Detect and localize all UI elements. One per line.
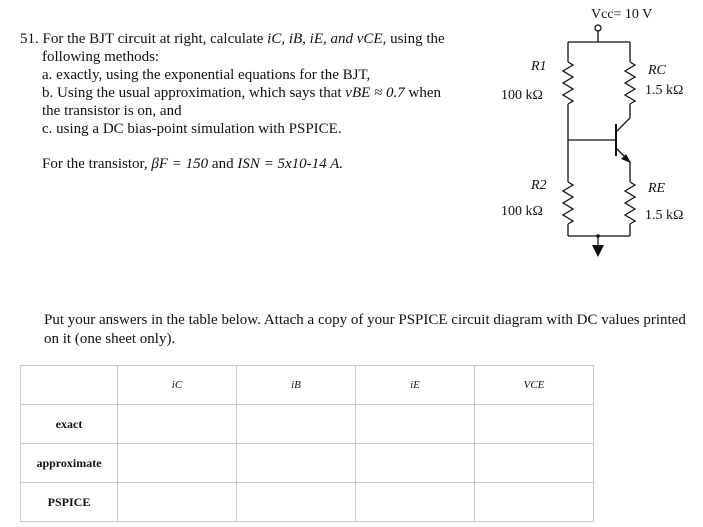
ground-icon (592, 245, 604, 257)
method-b-text: b. Using the usual approximation, which says that (42, 85, 346, 101)
transistor-intro: For the transistor, (42, 156, 152, 172)
method-c: c. using a DC bias-point simulation with PSPICE. (42, 121, 342, 137)
answer-cell[interactable] (237, 444, 356, 483)
problem-intro-end: , using the (382, 31, 445, 47)
row-label-pspice: PSPICE (21, 483, 118, 522)
rc-resistor (625, 62, 635, 104)
row-label-approximate: approximate (21, 444, 118, 483)
method-b-end: when (404, 85, 442, 101)
table-row (21, 405, 594, 444)
problem-line-2: following methods: (42, 49, 160, 65)
table-row (21, 483, 594, 522)
answer-cell[interactable] (356, 444, 475, 483)
beta-value: βF = 150 (151, 156, 209, 172)
answer-cell[interactable] (118, 405, 237, 444)
table-header-ib: iB (237, 366, 356, 405)
answer-cell[interactable] (118, 444, 237, 483)
transistor-and: and (208, 156, 238, 172)
re-resistor (625, 182, 635, 224)
r1-value: 100 kΩ (501, 88, 543, 103)
rc-name: RC (648, 63, 666, 78)
method-b (20, 84, 490, 102)
answer-cell[interactable] (356, 405, 475, 444)
answer-table (20, 365, 594, 522)
bjt-circuit-diagram (495, 0, 703, 270)
vcc-label: Vcc= 10 V (591, 7, 653, 22)
answer-cell[interactable] (356, 483, 475, 522)
method-a: a. exactly, using the exponential equations for the BJT, (42, 67, 371, 83)
r1-name: R1 (531, 59, 547, 74)
isn-value: ISN = 5x10-14 A. (237, 156, 343, 172)
r2-value: 100 kΩ (501, 204, 543, 219)
answer-cell[interactable] (118, 483, 237, 522)
answer-cell[interactable] (475, 444, 594, 483)
problem-intro: For the BJT circuit at right, calculate (42, 31, 268, 47)
re-name: RE (648, 181, 666, 196)
answer-cell[interactable] (475, 405, 594, 444)
problem-statement (20, 30, 490, 173)
answer-cell[interactable] (475, 483, 594, 522)
re-value: 1.5 kΩ (645, 208, 684, 223)
problem-variables: iC, iB, iE, and vCE (267, 31, 383, 47)
r2-resistor (563, 182, 573, 224)
r2-name: R2 (531, 178, 547, 193)
answer-cell[interactable] (237, 483, 356, 522)
transistor-params (20, 155, 490, 173)
problem-line-1 (20, 30, 490, 48)
table-header-corner (21, 366, 118, 405)
method-b-math: vBE ≈ 0.7 (345, 85, 405, 101)
answer-cell[interactable] (237, 405, 356, 444)
table-header-ic: iC (118, 366, 237, 405)
table-header-vce: VCE (475, 366, 594, 405)
table-header-ie: iE (356, 366, 475, 405)
r1-resistor (563, 62, 573, 104)
instructions: Put your answers in the table below. Attach a copy of your PSPICE circuit diagram with DC values printed on it (one sheet only). (44, 312, 686, 347)
rc-value: 1.5 kΩ (645, 83, 684, 98)
vcc-terminal (595, 25, 601, 31)
problem-number: 51. (20, 31, 39, 47)
table-row (21, 444, 594, 483)
method-b-continued: the transistor is on, and (42, 103, 182, 119)
table-header-row (21, 366, 594, 405)
row-label-exact: exact (21, 405, 118, 444)
